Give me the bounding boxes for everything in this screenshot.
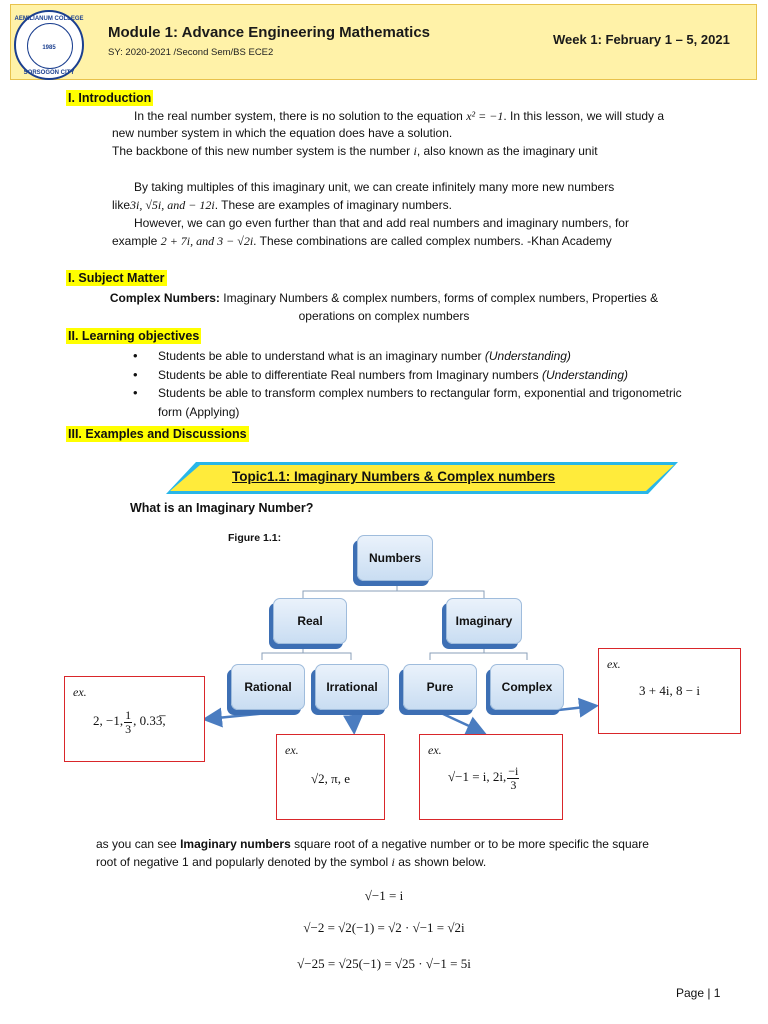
fraction-denominator: 3: [510, 777, 517, 792]
intro-p3-text: By taking multiples of this imaginary unit, we can create infinitely many more new numbers: [134, 180, 615, 194]
closing-i: i: [391, 854, 395, 869]
fraction-one-third: [124, 709, 132, 735]
example-irrational-values: √2, π, e: [311, 771, 350, 786]
logo-year: 1985: [42, 45, 56, 51]
example-box-pure: [419, 734, 563, 820]
logo-text-top: AEMILIANUM COLLEGE: [14, 16, 84, 22]
logo-text-bottom: SORSOGON CITY: [23, 70, 75, 76]
equation-sqrt-neg-25: √−25 = √25(−1) = √25 · √−1 = 5i: [297, 956, 471, 971]
section-introduction-heading: I. Introduction: [68, 91, 152, 105]
page-number: Page | 1: [676, 986, 721, 1000]
topic-question: What is an Imaginary Number?: [130, 501, 314, 515]
subject-line-2: operations on complex numbers: [298, 308, 470, 323]
intro-p4-example: example: [112, 234, 161, 248]
example-label: ex.: [607, 657, 621, 671]
intro-p3-math: 3i, √5i, and − 12i: [130, 198, 215, 212]
node-rational: Rational: [231, 664, 305, 710]
intro-p4-text: However, we can go even further than that and add real numbers and imaginary numbers, for: [134, 216, 629, 230]
objective-tag: (Understanding): [484, 349, 571, 363]
closing-bold: Imaginary numbers: [180, 837, 291, 851]
example-complex-values: 3 + 4i, 8 − i: [639, 683, 700, 698]
node-numbers: Numbers: [357, 535, 433, 581]
example-rational-part: 2, −1,: [93, 713, 124, 729]
intro-p2-text: The backbone of this new number system is the number: [112, 144, 414, 158]
intro-p2-text-end: , also known as the imaginary unit: [416, 144, 598, 158]
figure-label: Figure 1.1:: [228, 532, 282, 544]
objective-text: Students be able to differentiate Real numbers from Imaginary numbers: [158, 367, 542, 382]
fraction-numerator: −i: [508, 764, 519, 778]
example-label: ex.: [73, 685, 87, 699]
closing-text: root of negative 1 and popularly denoted by the symbol: [96, 854, 392, 869]
intro-p3-like: like: [112, 198, 131, 212]
objective-text-cont: form (Applying): [158, 404, 240, 419]
example-box-complex: [598, 648, 741, 734]
objective-text: Students be able to transform complex numbers to rectangular form, exponential and trigonometric: [158, 386, 682, 400]
example-pure-values: [448, 765, 520, 791]
node-complex: Complex: [490, 664, 564, 710]
intro-p4-math: 2 + 7i, and 3 − √2i: [160, 234, 254, 248]
school-year: SY: 2020-2021 /Second Sem/BS ECE2: [108, 47, 274, 58]
intro-p2-i: i: [413, 144, 417, 158]
equation-sqrt-neg-1: √−1 = i: [364, 888, 404, 903]
week-label: Week 1: February 1 – 5, 2021: [553, 32, 730, 47]
module-title: Module 1: Advance Engineering Mathematics: [108, 24, 431, 41]
subject-label: Complex Numbers:: [109, 291, 220, 305]
section-objectives-heading: II. Learning objectives: [68, 329, 200, 343]
intro-p1-text-end: . In this lesson, we will study a: [503, 109, 665, 123]
closing-text: square root of a negative number or to be more specific the square: [290, 837, 649, 851]
closing-text: as shown below.: [394, 854, 487, 869]
example-label: ex.: [428, 743, 442, 757]
fraction-denominator: 3: [125, 721, 132, 736]
closing-paragraph: [96, 836, 726, 871]
node-irrational: Irrational: [315, 664, 389, 710]
equation-sqrt-neg-2: √−2 = √2(−1) = √2 · √−1 = √2i: [303, 920, 465, 935]
node-imaginary: Imaginary: [446, 598, 522, 644]
fraction-numerator: 1: [125, 708, 132, 722]
topic-title: Topic1.1: Imaginary Numbers & Complex numbers: [232, 469, 556, 484]
example-box-rational: [64, 676, 205, 762]
node-pure: Pure: [403, 664, 477, 710]
example-label: ex.: [285, 743, 299, 757]
example-pure-part: √−1 = i, 2i,: [448, 769, 507, 785]
subject-line-1: Imaginary Numbers & complex numbers, forms of complex numbers, Properties &: [219, 291, 659, 305]
intro-paragraph-1-cont: new number system in which the equation does have a solution.: [112, 126, 453, 140]
objective-tag: (Understanding): [541, 367, 629, 382]
fraction-neg-i-over-3: [507, 765, 519, 791]
section-examples-heading: III. Examples and Discussions: [68, 427, 247, 441]
intro-p1-text: In the real number system, there is no solution to the equation: [134, 109, 467, 123]
closing-text: as you can see: [96, 837, 181, 851]
intro-p1-equation: x² = −1: [466, 109, 504, 123]
example-rational-values: [93, 709, 166, 735]
objective-text: Students be able to understand what is an imaginary number: [158, 349, 485, 363]
example-rational-part: , 0.33̅,: [133, 713, 166, 729]
intro-p3-end: . These are examples of imaginary numbers.: [214, 198, 452, 212]
node-real: Real: [273, 598, 347, 644]
section-subject-matter-heading: I. Subject Matter: [68, 271, 165, 285]
intro-p4-end: . These combinations are called complex numbers. -Khan Academy: [253, 234, 612, 248]
example-box-irrational: [276, 734, 385, 820]
